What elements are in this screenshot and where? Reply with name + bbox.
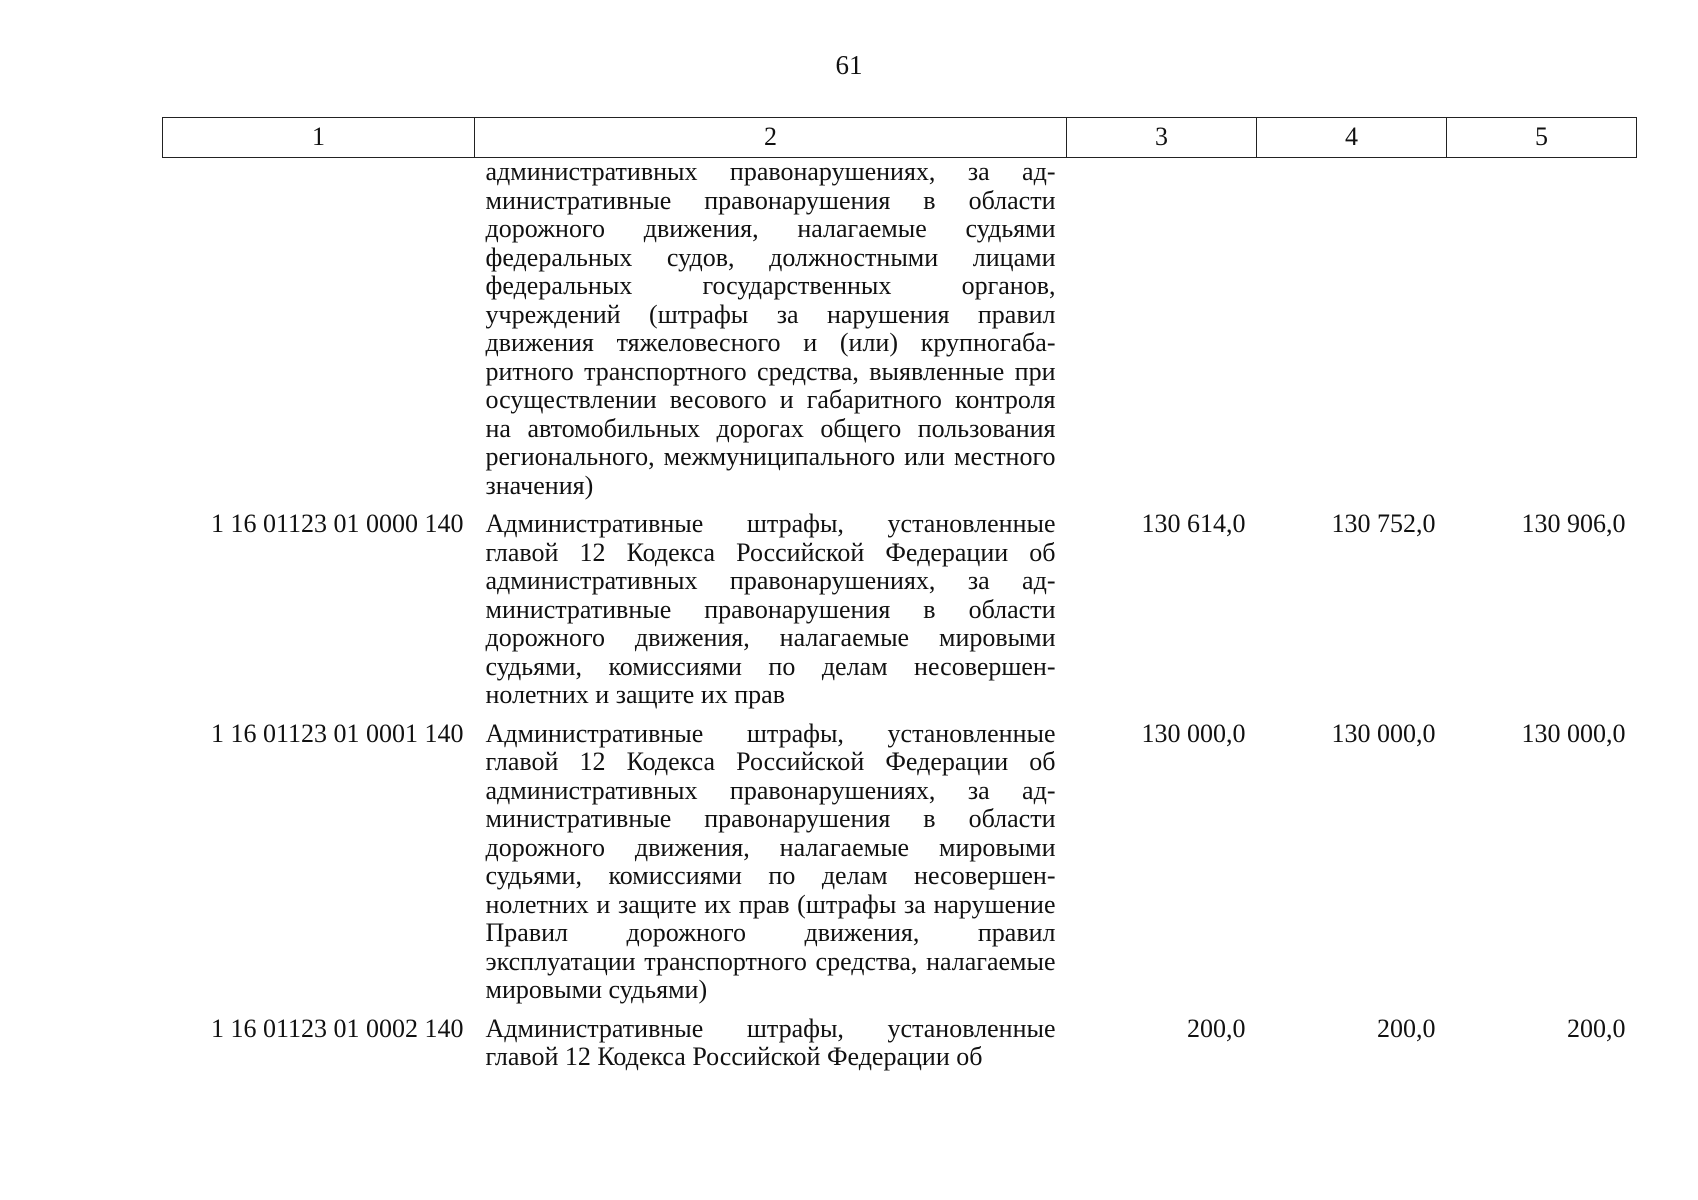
header-col-5: 5 xyxy=(1447,118,1637,158)
budget-table xyxy=(162,117,1637,1082)
table-body xyxy=(163,158,1637,1082)
header-col-1: 1 xyxy=(163,118,475,158)
row-code xyxy=(163,158,475,511)
row-value-col4: 130 000,0 xyxy=(1331,718,1436,748)
table-row xyxy=(163,720,1637,1015)
header-col-4: 4 xyxy=(1257,118,1447,158)
table-row xyxy=(163,510,1637,720)
row-description: Административные штрафы, установленные главой 12 Кодекса Российской Федерации об административных правонарушениях, за административные правонарушения в области дорожного движения, налагаемые мировыми судьями, комиссиями по делам несовершеннолетних и защите их прав (штрафы за нарушение Правил дорожного движения, правил эксплуатации транспортного средства, налагаемые мировыми судьями) xyxy=(485,718,1056,1004)
table-row xyxy=(163,158,1637,511)
row-value-col3 xyxy=(1067,158,1257,511)
row-value-col3: 130 614,0 xyxy=(1141,509,1246,538)
row-value-col5: 200,0 xyxy=(1567,1013,1626,1043)
row-code: 1 16 01123 01 0001 140 xyxy=(210,718,464,748)
row-value-col5: 130 906,0 xyxy=(1521,509,1626,538)
page-number: 61 xyxy=(835,50,863,80)
header-col-2: 2 xyxy=(475,118,1067,158)
row-value-col4 xyxy=(1257,158,1447,511)
table-row xyxy=(163,1015,1637,1082)
row-code: 1 16 01123 01 0002 140 xyxy=(210,1013,464,1043)
row-value-col4: 130 752,0 xyxy=(1331,509,1436,538)
row-value-col5: 130 000,0 xyxy=(1521,718,1626,748)
table-header xyxy=(163,118,1637,158)
row-description: Административные штрафы, установленные главой 12 Кодекса Российской Федерации об административных правонарушениях, за административные правонарушения в области дорожного движения, налагаемые мировыми судьями, комиссиями по делам несовершеннолетних и защите их прав xyxy=(485,509,1056,709)
row-value-col4: 200,0 xyxy=(1377,1013,1436,1043)
row-value-col3: 200,0 xyxy=(1187,1013,1246,1043)
row-description: административных правонарушениях, за административные правонарушения в области дорожного движения, налагаемые судьями федеральных судов, должностными лицами федеральных государственных органов, учреждений (штрафы за нарушения правил движения тяжеловесного и (или) крупногабаритного транспортного средства, выявленные при осуществлении весового и габаритного контроля на автомобильных дорогах общего пользования регионального, межмуниципального или местного значения) xyxy=(485,157,1056,500)
row-description: Административные штрафы, установленные главой 12 Кодекса Российской Федерации об xyxy=(485,1013,1056,1071)
row-value-col5 xyxy=(1447,158,1637,511)
header-row xyxy=(163,118,1637,158)
row-value-col3: 130 000,0 xyxy=(1141,718,1246,748)
row-code: 1 16 01123 01 0000 140 xyxy=(210,509,464,538)
header-col-3: 3 xyxy=(1067,118,1257,158)
